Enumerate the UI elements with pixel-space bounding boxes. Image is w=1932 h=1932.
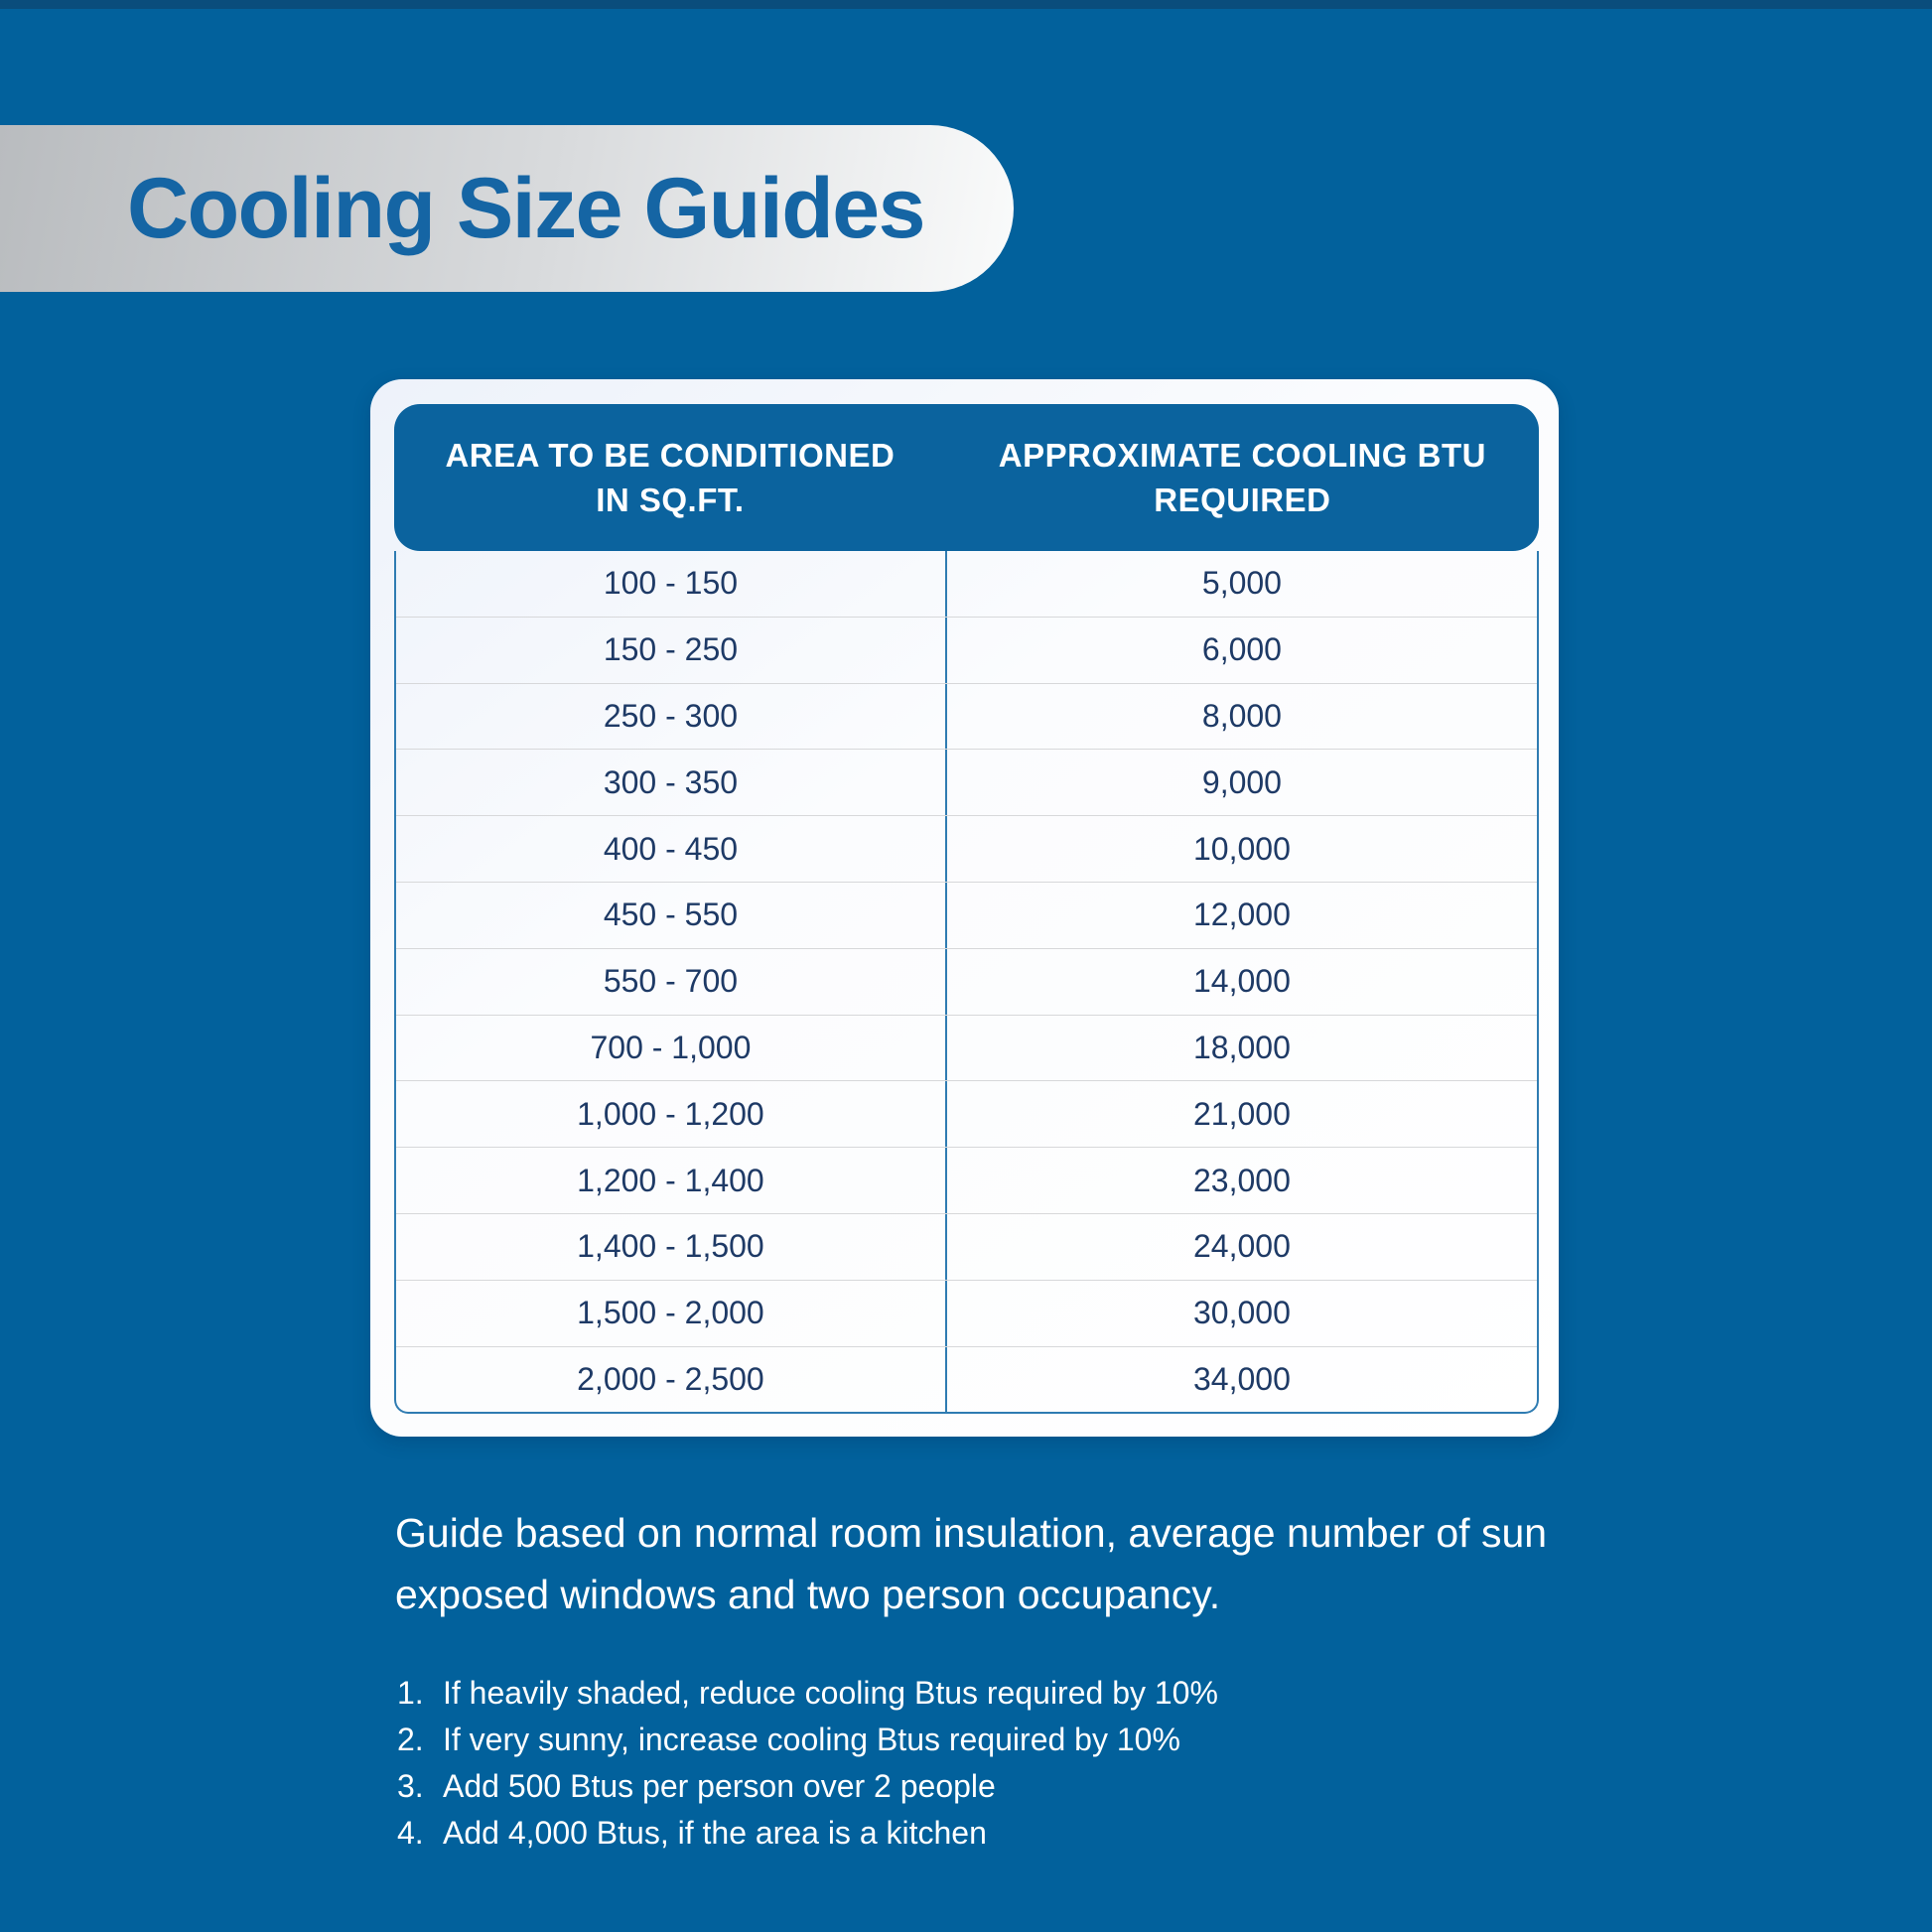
btu-cell: 5,000 — [1201, 565, 1282, 602]
table-row — [396, 815, 1537, 882]
btu-cell: 23,000 — [1192, 1162, 1291, 1198]
area-cell: 400 - 450 — [396, 816, 947, 882]
area-cell: 1,500 - 2,000 — [396, 1281, 947, 1346]
table-row — [396, 551, 1537, 617]
page-title: Cooling Size Guides — [127, 160, 924, 256]
footnote-item — [397, 1810, 1218, 1857]
table-row — [396, 749, 1537, 815]
table-body — [394, 551, 1539, 1414]
footnote-item — [397, 1763, 1218, 1810]
table-row — [396, 1213, 1537, 1280]
table-row — [396, 948, 1537, 1015]
header-area-line2: IN SQ.FT. — [596, 482, 745, 518]
btu-cell: 34,000 — [1192, 1360, 1291, 1397]
guide-note-line2: exposed windows and two person occupancy. — [395, 1572, 1221, 1617]
footnote-item — [397, 1717, 1218, 1763]
footnote-list — [397, 1670, 1218, 1857]
area-cell: 150 - 250 — [396, 618, 947, 683]
top-edge-strip — [0, 0, 1932, 9]
footnote-text: If heavily shaded, reduce cooling Btus required by 10% — [443, 1675, 1218, 1711]
btu-cell: 9,000 — [1201, 763, 1282, 800]
footnote-number: 1. — [397, 1675, 424, 1711]
cooling-guide-card — [370, 379, 1559, 1437]
header-area-line1: AREA TO BE CONDITIONED — [445, 437, 896, 474]
table-row — [396, 617, 1537, 683]
btu-cell: 30,000 — [1192, 1295, 1291, 1331]
table-row — [396, 1147, 1537, 1213]
area-cell: 550 - 700 — [396, 949, 947, 1015]
header-btu-line2: REQUIRED — [1154, 482, 1331, 518]
footnote-text: Add 4,000 Btus, if the area is a kitchen — [443, 1815, 987, 1851]
footnote-number: 2. — [397, 1722, 424, 1757]
area-cell: 700 - 1,000 — [396, 1016, 947, 1081]
footnote-item — [397, 1670, 1218, 1717]
table-header-row — [394, 404, 1539, 551]
area-cell: 1,200 - 1,400 — [396, 1148, 947, 1213]
table-row — [396, 882, 1537, 948]
area-cell: 1,000 - 1,200 — [396, 1081, 947, 1147]
title-banner — [0, 125, 1014, 292]
btu-cell: 21,000 — [1192, 1095, 1291, 1132]
btu-cell: 18,000 — [1192, 1029, 1291, 1065]
cooling-size-table — [394, 404, 1539, 1414]
header-btu-column — [946, 404, 1539, 551]
btu-cell: 10,000 — [1192, 830, 1291, 867]
footnote-number: 4. — [397, 1815, 424, 1851]
footnote-text: If very sunny, increase cooling Btus required by 10% — [443, 1722, 1180, 1757]
guide-note — [395, 1502, 1547, 1625]
footnote-number: 3. — [397, 1768, 424, 1804]
table-row — [396, 1346, 1537, 1413]
area-cell: 1,400 - 1,500 — [396, 1214, 947, 1280]
btu-cell: 6,000 — [1201, 631, 1282, 668]
table-row — [396, 683, 1537, 750]
area-cell: 100 - 150 — [396, 551, 947, 617]
area-cell: 2,000 - 2,500 — [396, 1347, 947, 1413]
btu-cell: 14,000 — [1192, 963, 1291, 1000]
header-area-column — [394, 404, 946, 551]
btu-cell: 12,000 — [1192, 897, 1291, 933]
footnote-text: Add 500 Btus per person over 2 people — [443, 1768, 996, 1804]
btu-cell: 24,000 — [1192, 1228, 1291, 1265]
table-row — [396, 1280, 1537, 1346]
header-btu-line1: APPROXIMATE COOLING BTU — [998, 437, 1486, 474]
table-row — [396, 1015, 1537, 1081]
area-cell: 450 - 550 — [396, 883, 947, 948]
area-cell: 250 - 300 — [396, 684, 947, 750]
btu-cell: 8,000 — [1201, 697, 1282, 734]
area-cell: 300 - 350 — [396, 750, 947, 815]
guide-note-line1: Guide based on normal room insulation, average number of sun — [395, 1510, 1548, 1556]
table-row — [396, 1080, 1537, 1147]
